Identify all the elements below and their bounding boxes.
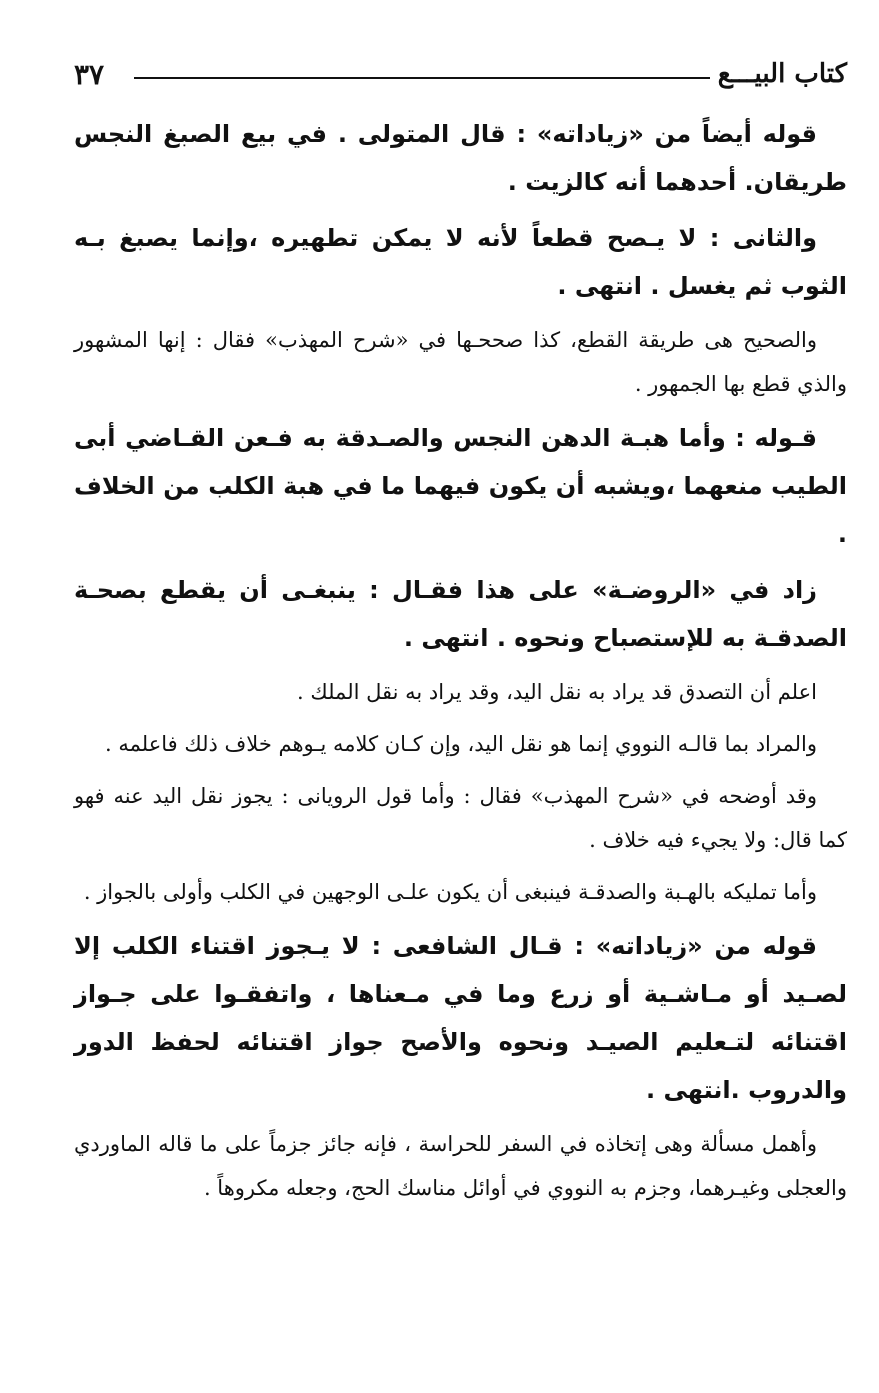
paragraph: اعلم أن التصدق قد يراد به نقل اليد، وقد يراد به نقل الملك . — [297, 680, 817, 704]
paragraph: قوله من «زياداته» : قـال الشافعى : لا يـجوز اقتناء الكلب إلا لصـيد أو مـاشـية أو زرع وما في مـعناها ، واتفقـوا على جـواز اقتنائه لتـعليم الصيـد ونحوه والأصح جواز اقتنائه لحفظ الدور والدروب .انتهى . — [74, 932, 847, 1104]
paragraph: والثانى : لا يـصح قطعاً لأنه لا يمكن تطهيره ،وإنما يصبغ بـه الثوب ثم يغسل . انتهى . — [74, 224, 847, 300]
paragraph: والمراد بما قالـه النووي إنما هو نقل اليد، وإن كـان كلامه يـوهم خلاف ذلك فاعلمه . — [105, 732, 817, 756]
book-title: كتاب البيـــع — [717, 59, 847, 89]
running-header — [74, 52, 847, 96]
paragraph: والصحيح هى طريقة القطع، كذا صححـها في «شرح المهذب» فقال : إنها المشهور والذي قطع بها الجمهور . — [74, 328, 847, 396]
paragraph: قـوله : وأما هبـة الدهن النجس والصـدقة به فـعن القـاضي أبى الطيب منعهما ،ويشبه أن يكون فيهما ما في هبة الكلب من الخلاف . — [74, 424, 847, 548]
paragraph: قوله أيضاً من «زياداته» : قال المتولى . في بيع الصبغ النجس طريقان. أحدهما أنه كالزيت . — [74, 120, 847, 196]
paragraph: وأما تمليكه بالهـبة والصدقـة فينبغى أن يكون علـى الوجهين في الكلب وأولى بالجواز . — [83, 880, 817, 904]
page-body — [74, 110, 847, 1218]
paragraph: وقد أوضحه في «شرح المهذب» فقال : وأما قول الرويانى : يجوز نقل اليد عنه فهو كما قال: ولا يجيء فيه خلاف . — [74, 784, 847, 852]
header-rule — [134, 77, 710, 79]
paragraph: زاد في «الروضـة» على هذا فقـال : ينبغـى أن يقطع بصحـة الصدقـة به للإستصباح ونحوه . انتهى . — [74, 576, 847, 652]
paragraph: وأهمل مسألة وهى إتخاذه في السفر للحراسة ، فإنه جائز جزماً على ما قاله الماوردي والعجلى وغيـرهما، وجزم به النووي في أوائل مناسك الحج، وجعله مكروهاً . — [74, 1132, 847, 1200]
page-number: ٣٧ — [74, 57, 105, 91]
